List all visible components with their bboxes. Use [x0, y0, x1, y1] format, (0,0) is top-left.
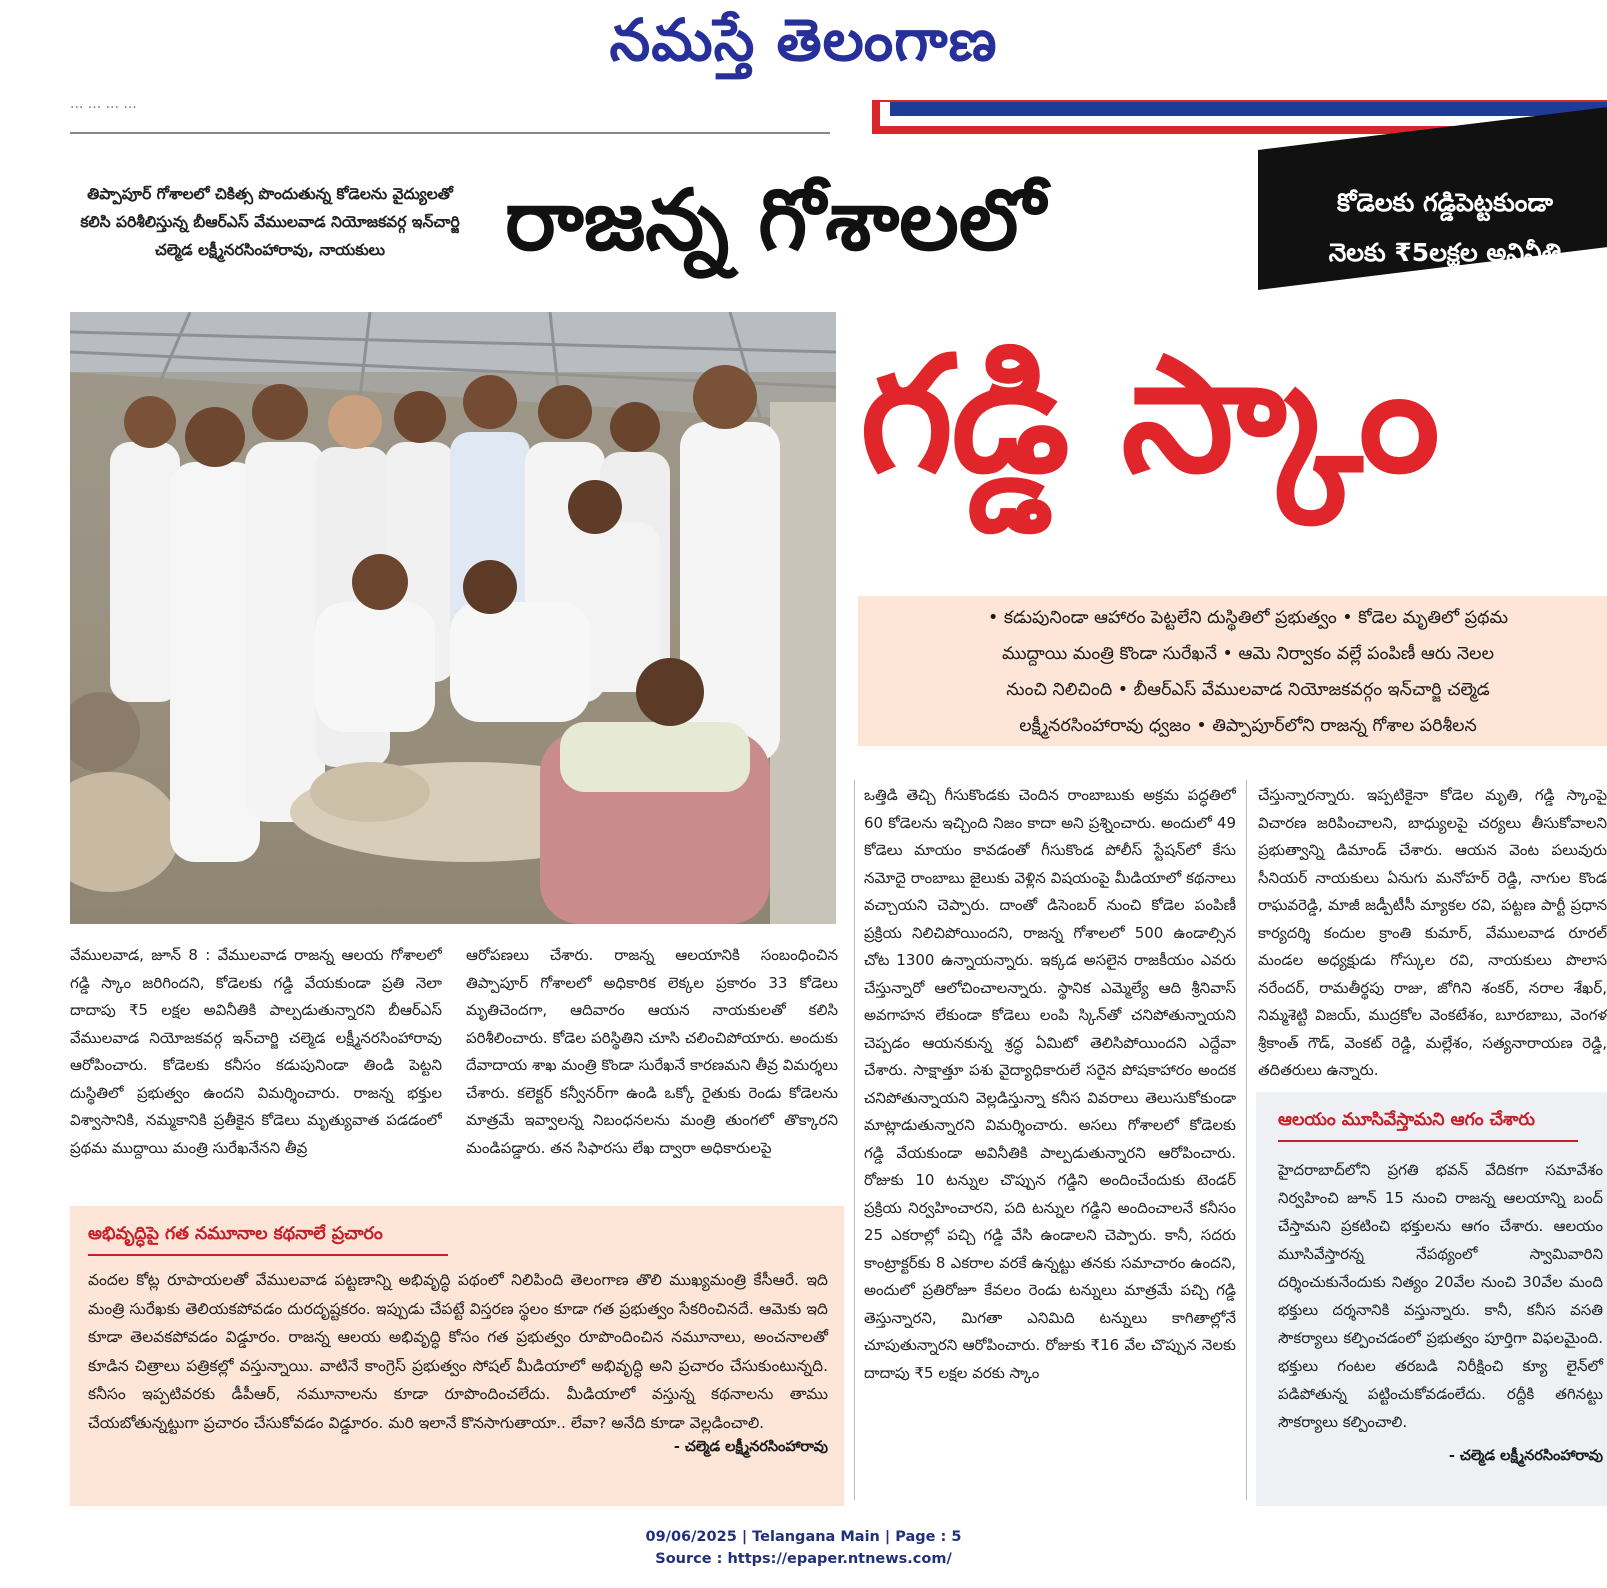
article-column-3: ఒత్తిడి తెచ్చి గీసుకొండకు చెందిన రాంబాబుకు అక్రమ పద్ధతిలో 60 కోడెలను ఇచ్చింది నిజం కాదా అని ప్రశ్నించారు. అందులో 49 కోడెలు మాయం కావడంతో గీసుకొండ పోలీస్ స్టేషన్‌లో కేసు నమోదై రాంబాబు జైలుకు వెళ్లిన విషయంపై మీడియాలో కథనాలు వచ్చాయని చెప్పారు. దాంతో డిసెంబర్ నుంచి కోడెల పంపిణీ ప్రక్రియ నిలిచిపోయిందని, రాజన్న గోశాలలో 500 ఉండాల్సిన చోట 1300 ఉన్నాయన్నారు. ఇక్కడ అసలైన రాజకీయం ఎవరు చేస్తున్నారో ఆలోచించాలన్నారు. స్థానిక ఎమ్మెల్యే ఆది శ్రీనివాస్ అవగాహన లేకుండా కోడెలు లంపి స్కిన్‌తో చనిపోతున్నాయని చెప్పడం ఆయనకున్న శ్రద్ధ ఏమిటో తెలిసిపోయిందని ఎద్దేవా చేశారు. సాక్షాత్తూ పశు వైద్యాధికారులే సరైన పోషకాహారం అందక చనిపోతున్నాయని వెల్లడిస్తున్నా కనీస వివరాలు తెలుసుకోకుండా మాట్లాడుతున్నారని విమర్శించారు. అసలు గోశాలలో కోడెలకు గడ్డి వేయకుండా అవినీతికి పాల్పడుతున్నారని ఆరోపించారు. రోజుకు 10 టన్నుల చొప్పున గడ్డిని అందించేందుకు టెండర్ ప్రక్రియ నిర్వహించారని, పది టన్నుల గడ్డిని అందించాలనే కనీసం 25 ఎకరాల్లో పచ్చి గడ్డి వేసి ఉండాలని చెప్పారు. కానీ, సదరు కాంట్రాక్టర్‌కు 8 ఎకరాల వరకే ఉన్నట్టు తనకు సమాచారం ఉందని, అందులో ప్రతిరోజూ కేవలం రెండు టన్నులు మాత్రమే పచ్చి గడ్డి తెస్తున్నారని, మిగతా ఎనిమిది టన్నులు కాగితాల్లోనే చూపుతున్నారని ఆరోపించారు. రోజుకు ₹16 వేల చొప్పున నెలకు దాదాపు ₹5 లక్షల వరకు స్కాం	[864, 786, 1236, 1382]
article-column-1: వేములవాడ, జూన్ 8 : వేములవాడ రాజన్న ఆలయ గోశాలలో గడ్డి స్కాం జరిగిందని, కోడెలకు గడ్డి వేయకుండా ప్రతి నెలా దాదాపు ₹5 లక్షల అవినీతికి పాల్పడుతున్నారని బీఆర్ఎస్ వేములవాడ నియోజకవర్గ ఇన్‌చార్జి చల్మెడ లక్ష్మీనరసింహారావు ఆరోపించారు. కోడెలకు కనీసం కడుపునిండా తిండి పెట్టని దుస్థితిలో ప్రభుత్వం ఉందని విమర్శించారు. రాజన్న భక్తుల విశ్వాసానికి, నమ్మకానికి ప్రతీకైన కోడెలు మృత్యువాత పడడంలో ప్రథమ ముద్దాయి మంత్రి సురేఖనేనని తీవ్ర	[70, 946, 442, 1157]
headline-primary: రాజన్న గోశాలలో	[505, 171, 1046, 269]
news-photo-drawing	[70, 312, 836, 924]
sidebar-box-title: ఆలయం మూసివేస్తామని ఆగం చేశారు	[1278, 1110, 1535, 1130]
article-column-2: ఆరోపణలు చేశారు. రాజన్న ఆలయానికి సంబంధించిన తిప్పాపూర్ గోశాలలో అధికారిక లెక్కల ప్రకారం 33 కోడెలు మృతిచెందగా, ఆదివారం ఆయన నాయకులతో కలిసి పరిశీలించారు. కోడెల పరిస్థితిని చూసి చలించిపోయారు. అందుకు దేవాదాయ శాఖ మంత్రి కొండా సురేఖనే కారణమని తీవ్ర విమర్శలు చేశారు. కలెక్టర్ కన్వీనర్‌గా ఉండి ఒక్కో రైతుకు రెండు కోడెలను మాత్రమే ఇవ్వాలన్న నిబంధనలను మంత్రి తుంగలో తొక్కారని మండిపడ్డారు. తన సిఫారసు లేఖ ద్వారా అధికారులపై	[466, 946, 838, 1157]
sidebar-box-development	[70, 1206, 844, 1506]
highlight-line-1: • కడుపునిండా ఆహారం పెట్టలేని దుస్థితిలో ప్రభుత్వం • కోడెల మృతిలో ప్రథమ	[987, 608, 1508, 628]
top-divider	[70, 132, 830, 134]
highlight-line-4: లక్ష్మీనరసింహారావు ధ్వజం • తిప్పాపూర్‌లోని రాజన్న గోశాల పరిశీలన	[1019, 716, 1477, 736]
photo-caption: తిప్పాపూర్ గోశాలలో చికిత్స పొందుతున్న కోడెలను వైద్యులతో కలిసి పరిశీలిస్తున్న బీఆర్ఎస్ వేములవాడ నియోజకవర్గ ఇన్‌చార్జి చల్మెడ లక్ష్మీనరసింహారావు, నాయకులు	[80, 185, 460, 259]
title-underline	[1278, 1140, 1578, 1142]
flag-band-blue	[890, 102, 1607, 116]
masthead-logo: నమస్తే తెలంగాణ	[609, 6, 998, 74]
highlight-line-2: ముద్దాయి మంత్రి కొండా సురేఖనే • ఆమె నిర్వాకం వల్లే పంపిణీ ఆరు నెలల	[1001, 644, 1494, 664]
sidebar-box-signature: - చల్మెడ లక్ష్మీనరసింహారావు	[673, 1439, 828, 1455]
column-divider	[1246, 780, 1247, 1500]
sidebar-box-signature: - చల్మెడ లక్ష్మీనరసింహారావు	[1448, 1448, 1603, 1464]
kicker-text	[1285, 178, 1605, 278]
sidebar-box-body: వందల కోట్ల రూపాయలతో వేములవాడ పట్టణాన్ని అభివృద్ధి పథంలో నిలిపింది తెలంగాణ తొలి ముఖ్యమంత్రి కేసీఆరే. ఇది మంత్రి సురేఖకు తెలియకపోవడం దురదృష్టకరం. ఇప్పుడు చేపట్టే విస్తరణ స్థలం కూడా గత ప్రభుత్వం సేకరించినదే. ఆమెకు ఇది కూడా తెలవకపోవడం విడ్డూరం. రాజన్న ఆలయ అభివృద్ధి కోసం గత ప్రభుత్వం రూపొందించిన నమూనాలు, అంచనాలతో కూడిన చిత్రాలు పత్రికల్లో వస్తున్నాయి. వాటినే కాంగ్రెస్ ప్రభుత్వం సోషల్ మీడియాలో అభివృద్ధి అని ప్రచారం చేసుకుంటున్నది. కనీసం ఇప్పటివరకు డీపీఆర్, నమూనాలను కూడా రూపొందించలేదు. మీడియాలో వస్తున్న కథనాలను తాము చేయబోతున్నట్టుగా ప్రచారం చేసుకోవడం విడ్డూరం. మరి ఇలానే కొనసాగుతాయా.. లేవా? అనేది కూడా వెల్లడించాలి.	[88, 1271, 828, 1432]
highlight-line-3: నుంచి నిలిచింది • బీఆర్ఎస్ వేములవాడ నియోజకవర్గం ఇన్‌చార్జి చల్మెడ	[1006, 680, 1490, 700]
title-underline	[88, 1254, 448, 1256]
sidebar-box-temple	[1256, 1092, 1607, 1506]
headline-secondary: గడ్డి స్కాం	[860, 321, 1438, 508]
highlights-box	[858, 596, 1607, 746]
page-footer	[0, 1526, 1607, 1570]
kicker-line-2: నెలకు ₹5లక్షల అవినీతి	[1328, 238, 1562, 267]
top-strip-text: ... ... ... ...	[70, 96, 137, 112]
footer-source: Source : https://epaper.ntnews.com/	[655, 1551, 952, 1567]
kicker-line-1: కోడెలకు గడ్డిపెట్టకుండా	[1337, 188, 1553, 217]
footer-date-page: 09/06/2025 | Telangana Main | Page : 5	[645, 1529, 962, 1545]
article-column-4: చేస్తున్నారన్నారు. ఇప్పటికైనా కోడెల మృతి, గడ్డి స్కాంపై విచారణ జరిపించాలని, బాధ్యులపై చర్యలు తీసుకోవాలని ప్రభుత్వాన్ని డిమాండ్ చేశారు. ఆయన వెంట పలువురు సీనియర్ నాయకులు ఏనుగు మనోహర్ రెడ్డి, నాగుల కొండ రాఘవరెడ్డి, మాజీ జడ్పీటీసీ మ్యాకల రవి, పట్టణ పార్టీ ప్రధాన కార్యదర్శి కందుల క్రాంతి కుమార్, వేములవాడ రూరల్ మండల అధ్యక్షుడు గోస్కుల రవి, నాయకులు పొలాస నరేందర్, రామతీర్థపు రాజు, జోగిని శంకర్, నరాల శేఖర్, నిమ్మశెట్టి విజయ్, ముద్రకోల వెంకటేశం, బూరబాబు, వెంగళ శ్రీకాంత్ గౌడ్, వెంకట్ రెడ్డి, మల్లేశం, సత్యనారాయణ రెడ్డి, తదితరులు ఉన్నారు.	[1258, 786, 1607, 1079]
column-divider	[854, 780, 855, 1500]
sidebar-box-title: అభివృద్ధిపై గత నమూనాల కథనాలే ప్రచారం	[88, 1224, 383, 1244]
news-photo	[70, 312, 836, 924]
sidebar-box-body: హైదరాబాద్‌లోని ప్రగతి భవన్ వేదికగా సమావేశం నిర్వహించి జూన్ 15 నుంచి రాజన్న ఆలయాన్ని బంద్ చేస్తామని ప్రకటించి భక్తులను ఆగం చేశారు. ఆలయం మూసివేస్తారన్న నేపథ్యంలో స్వామివారిని దర్శించుకునేందుకు నిత్యం 20వేల నుంచి 30వేల మంది భక్తులు దర్శనానికి వస్తున్నారు. కానీ, కనీస వసతి సౌకర్యాలు కల్పించడంలో ప్రభుత్వం పూర్తిగా విఫలమైంది. భక్తులు గంటల తరబడి నిరీక్షించి క్యూ లైన్‌లో పడిపోతున్న పట్టించుకోవడంలేదు. రద్దీకి తగినట్టు సౌకర్యాలు కల్పించాలి.	[1278, 1161, 1603, 1431]
